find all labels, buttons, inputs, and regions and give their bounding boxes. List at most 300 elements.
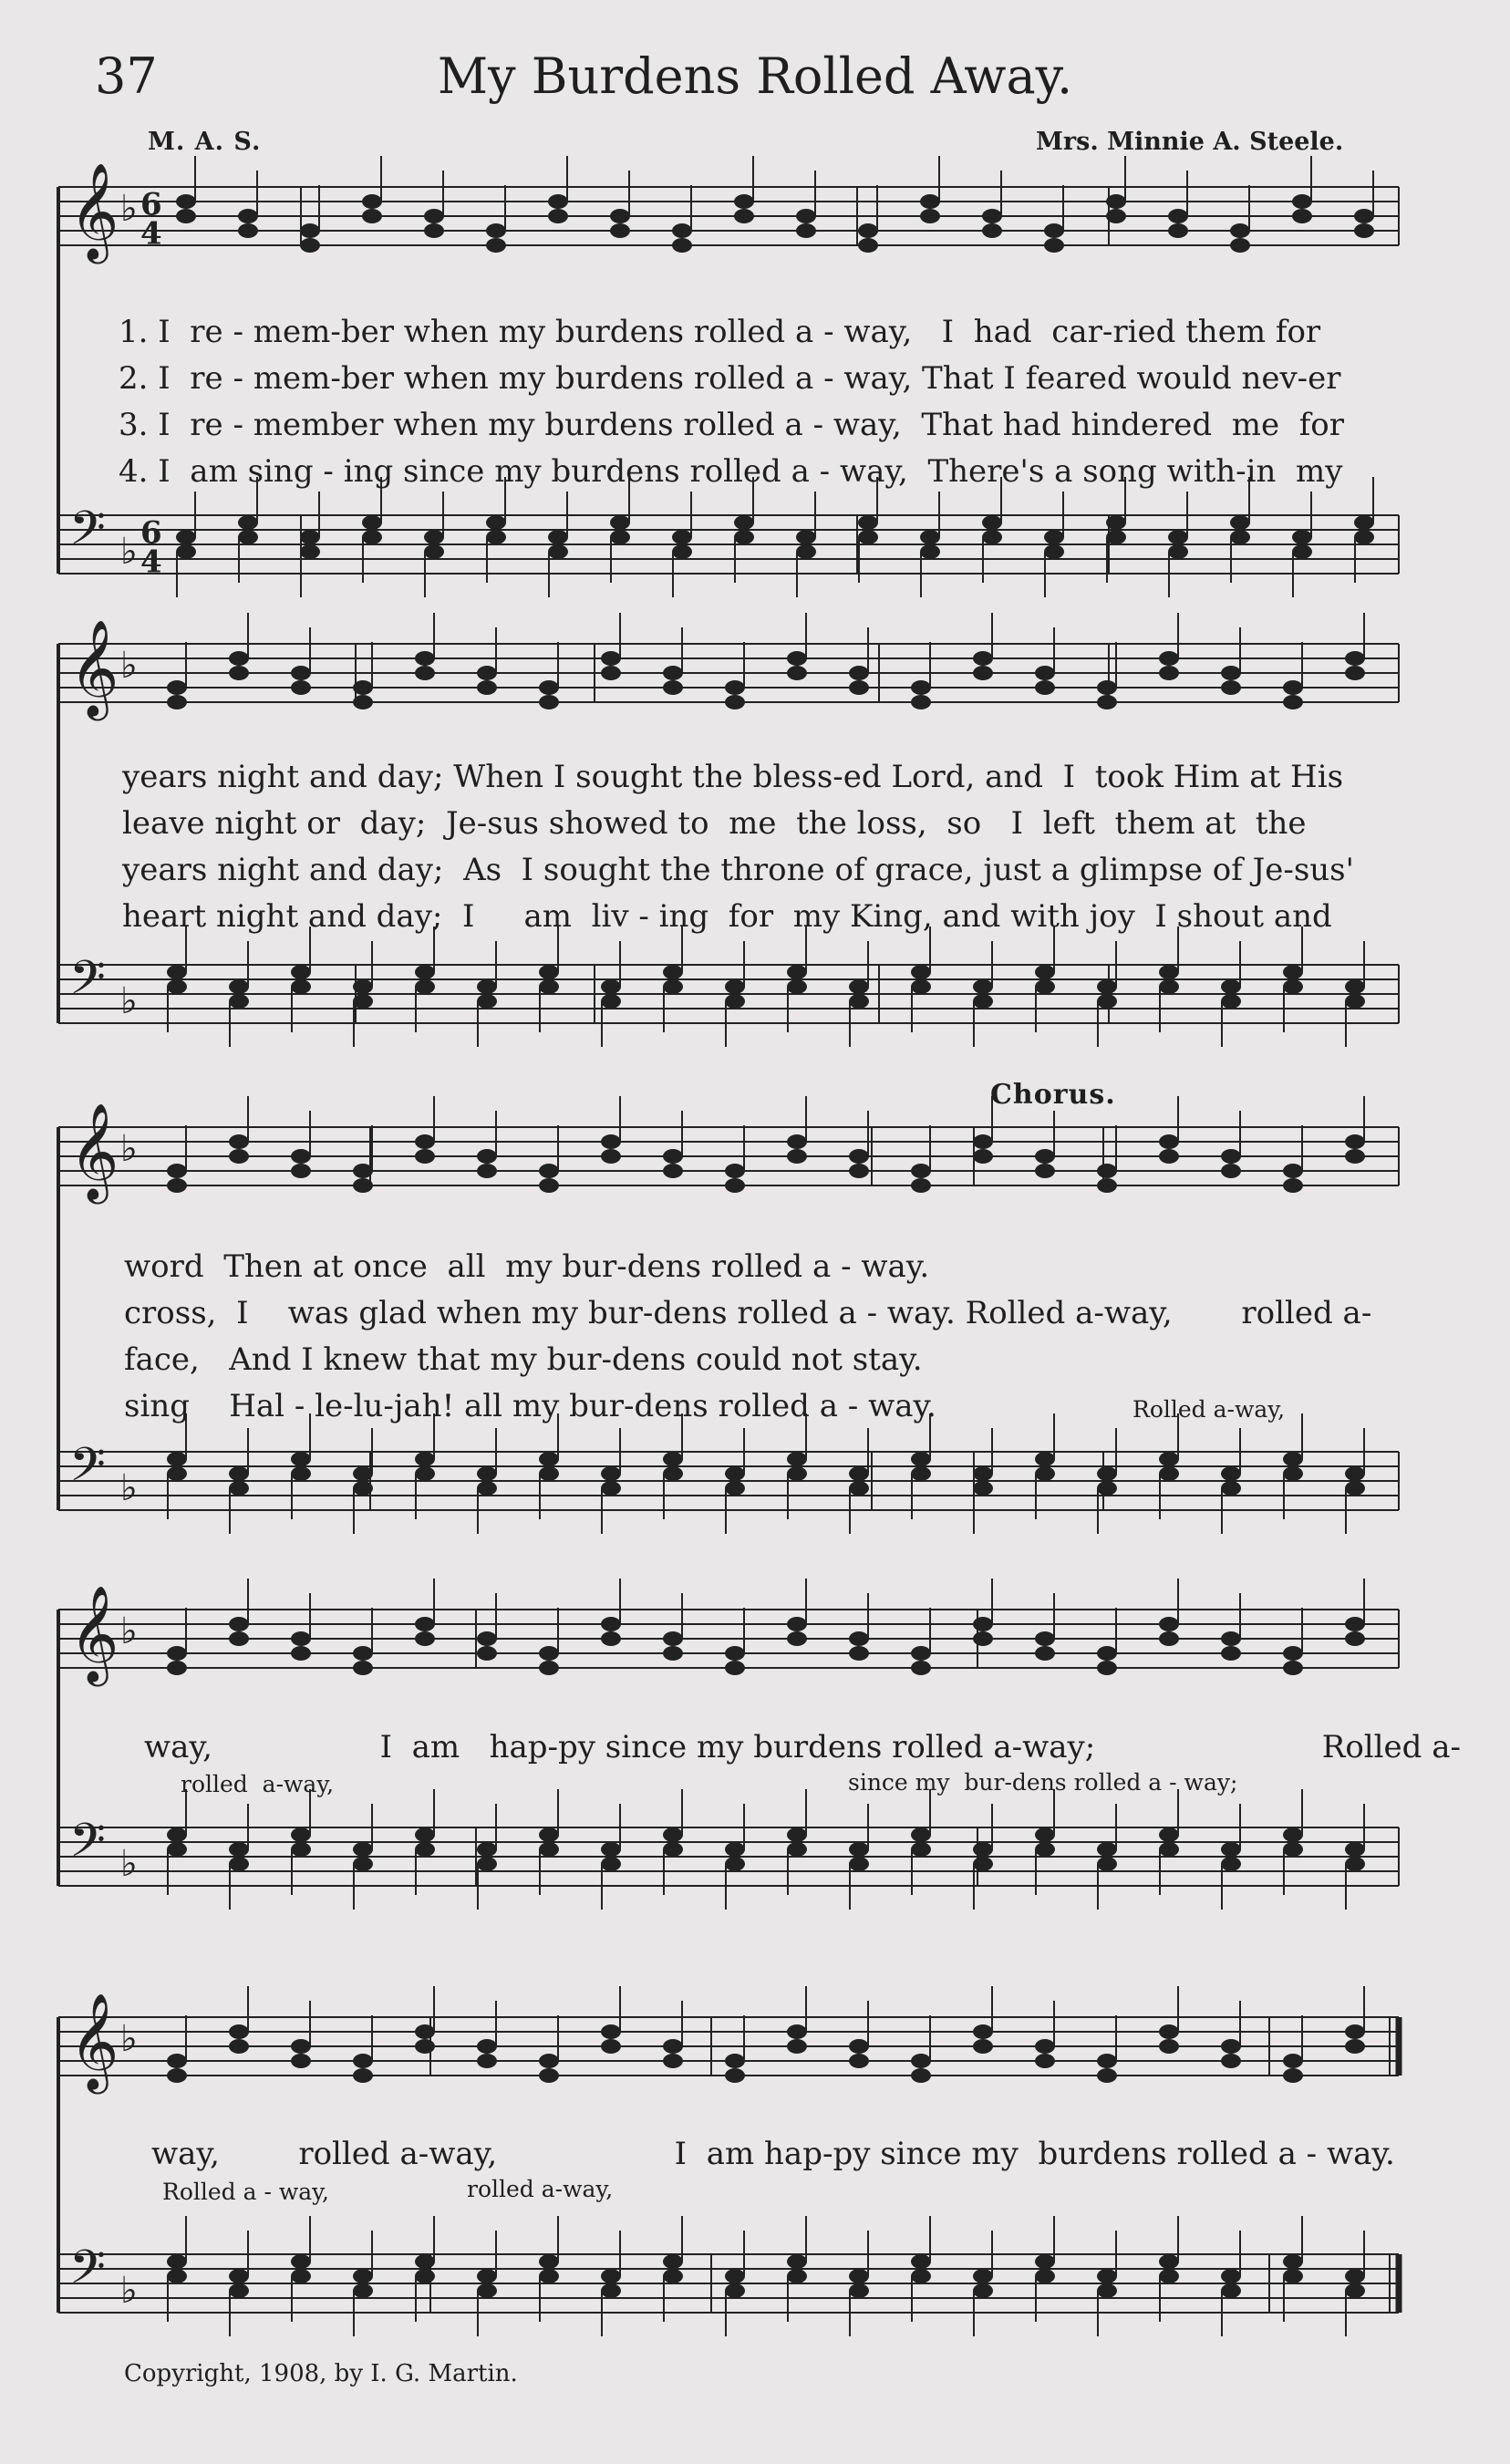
hymn-number: 37: [95, 47, 158, 105]
notehead: [1283, 1646, 1303, 1661]
notehead: [415, 666, 435, 680]
notehead: [1345, 666, 1365, 680]
notehead: [477, 2283, 497, 2298]
notehead: [601, 994, 621, 1009]
notehead: [849, 1481, 869, 1496]
notehead: [787, 2039, 807, 2054]
notehead: [973, 994, 993, 1009]
notehead: [911, 1178, 931, 1193]
notehead: [1283, 1466, 1303, 1481]
notehead: [229, 2024, 249, 2039]
notehead: [477, 1164, 497, 1178]
verse-4-line-3: sing Hal - le-lu-jah! all my bur-dens rolled a - way.: [124, 1388, 936, 1424]
notehead: [415, 1452, 435, 1466]
notehead: [1345, 2024, 1365, 2039]
notehead: [1035, 1149, 1055, 1164]
notehead: [353, 1481, 373, 1496]
notehead: [787, 2254, 807, 2269]
notehead: [1283, 2068, 1303, 2083]
notehead: [787, 1466, 807, 1481]
notehead: [1159, 666, 1179, 680]
notehead: [725, 1646, 745, 1661]
notehead: [1168, 544, 1188, 559]
notehead: [1159, 2269, 1179, 2283]
notehead: [725, 2068, 745, 2083]
notehead: [1035, 2254, 1055, 2269]
notehead: [911, 2054, 931, 2068]
notehead: [1097, 2283, 1117, 2298]
notehead: [229, 1149, 249, 1164]
notehead: [539, 1178, 559, 1193]
notehead: [1035, 2269, 1055, 2283]
notehead: [539, 1661, 559, 1675]
notehead: [973, 1842, 993, 1857]
time-signature-bottom: 4: [140, 544, 162, 581]
notehead: [1097, 2068, 1117, 2083]
notehead: [672, 238, 692, 253]
notehead: [796, 209, 816, 223]
notehead: [362, 194, 382, 209]
notehead: [353, 695, 373, 709]
notehead: [663, 666, 683, 680]
notehead: [1159, 1149, 1179, 1164]
notehead: [849, 1842, 869, 1857]
verse-3-line-2: years night and day; As I sought the throne of grace, just a glimpse of Je-sus': [122, 852, 1354, 888]
notehead: [477, 666, 497, 680]
notehead: [663, 1466, 683, 1481]
notehead: [1044, 223, 1064, 238]
notehead: [796, 544, 816, 559]
notehead: [973, 1617, 993, 1631]
notehead: [362, 209, 382, 223]
verse-2-line-3: cross, I was glad when my bur-dens rolled a - way. Rolled a-way, rolled a-: [124, 1295, 1372, 1331]
notehead: [1283, 2269, 1303, 2283]
notehead: [734, 515, 754, 530]
notehead: [1106, 515, 1126, 530]
notehead: [1044, 544, 1064, 559]
notehead: [1159, 651, 1179, 666]
notehead: [1159, 965, 1179, 979]
notehead: [167, 1646, 187, 1661]
bass-clef-icon: 𝄢: [69, 949, 106, 1017]
composer-name: Mrs. Minnie A. Steele.: [1036, 128, 1344, 156]
notehead: [353, 2068, 373, 2083]
notehead: [601, 666, 621, 680]
treble-clef-icon: 𝄞: [69, 161, 119, 260]
notehead: [672, 223, 692, 238]
notehead: [911, 2269, 931, 2283]
copyright-notice: Copyright, 1908, by I. G. Martin.: [124, 2360, 518, 2387]
notehead: [1097, 2269, 1117, 2283]
notehead: [1221, 1481, 1241, 1496]
notehead: [787, 965, 807, 979]
notehead: [486, 223, 506, 238]
key-flat-icon: ♭: [120, 644, 138, 687]
notehead: [229, 666, 249, 680]
notehead: [477, 2269, 497, 2283]
notehead: [1097, 1842, 1117, 1857]
notehead: [291, 1452, 311, 1466]
notehead: [663, 1452, 683, 1466]
time-signature-bottom: 4: [140, 215, 162, 253]
notehead: [1354, 209, 1374, 223]
notehead: [1035, 1827, 1055, 1842]
notehead: [1230, 515, 1250, 530]
notehead: [1035, 1466, 1055, 1481]
notehead: [229, 2283, 249, 2298]
notehead: [539, 1827, 559, 1842]
notehead: [229, 1134, 249, 1149]
bass-clef-icon: 𝄢: [69, 1436, 106, 1504]
notehead: [229, 2269, 249, 2283]
notehead: [610, 223, 630, 238]
notehead: [353, 1661, 373, 1675]
notehead: [291, 1466, 311, 1481]
notehead: [725, 979, 745, 994]
notehead: [858, 223, 878, 238]
notehead: [353, 994, 373, 1009]
notehead: [663, 1164, 683, 1178]
notehead: [601, 1481, 621, 1496]
notehead: [1283, 680, 1303, 695]
verse-4-line-1: 4. I am sing - ing since my burdens rolled a - way, There's a song with-in my: [119, 453, 1343, 490]
notehead: [1097, 1178, 1117, 1193]
notehead: [1097, 1164, 1117, 1178]
notehead: [849, 1646, 869, 1661]
key-flat-icon: ♭: [120, 2017, 138, 2060]
notehead: [176, 194, 196, 209]
notehead: [539, 695, 559, 709]
notehead: [291, 979, 311, 994]
notehead: [415, 2039, 435, 2054]
notehead: [601, 1631, 621, 1646]
notehead: [725, 2269, 745, 2283]
notehead: [725, 1661, 745, 1675]
notehead: [1345, 2283, 1365, 2298]
notehead: [415, 1631, 435, 1646]
chorus-line-1: way, I am hap-py since my burdens rolled a-way; Rolled a-: [144, 1729, 1461, 1765]
key-flat-icon: ♭: [120, 1610, 138, 1652]
notehead: [973, 2039, 993, 2054]
key-flat-icon: ♭: [120, 530, 138, 573]
notehead: [1345, 1617, 1365, 1631]
notehead: [672, 530, 692, 544]
notehead: [849, 1466, 869, 1481]
bass-lyric-rolled-away-3: Rolled a - way,: [162, 2179, 329, 2205]
notehead: [663, 1149, 683, 1164]
notehead: [911, 1164, 931, 1178]
notehead: [415, 1842, 435, 1857]
notehead: [229, 994, 249, 1009]
bass-clef-icon: 𝄢: [69, 2239, 106, 2306]
notehead: [1106, 209, 1126, 223]
notehead: [1035, 1631, 1055, 1646]
notehead: [167, 1661, 187, 1675]
notehead: [1097, 1481, 1117, 1496]
notehead: [601, 2283, 621, 2298]
notehead: [911, 1466, 931, 1481]
notehead: [1035, 666, 1055, 680]
notehead: [1097, 1661, 1117, 1675]
notehead: [229, 2039, 249, 2054]
notehead: [787, 1452, 807, 1466]
notehead: [477, 1481, 497, 1496]
notehead: [1035, 1164, 1055, 1178]
notehead: [1159, 1134, 1179, 1149]
notehead: [849, 1857, 869, 1871]
verse-1-line-1: 1. I re - mem-ber when my burdens rolled a - way, I had car-ried them for: [119, 314, 1321, 350]
notehead: [663, 2039, 683, 2054]
notehead: [849, 1631, 869, 1646]
notehead: [1221, 1164, 1241, 1178]
notehead: [486, 238, 506, 253]
notehead: [1035, 979, 1055, 994]
notehead: [601, 2269, 621, 2283]
notehead: [1221, 2039, 1241, 2054]
notehead: [663, 1631, 683, 1646]
notehead: [911, 1646, 931, 1661]
notehead: [353, 1178, 373, 1193]
notehead: [911, 979, 931, 994]
notehead: [548, 544, 568, 559]
notehead: [548, 530, 568, 544]
notehead: [1283, 965, 1303, 979]
bass-lyric-rolled-away-2: rolled a-way,: [181, 1771, 335, 1797]
notehead: [1097, 2054, 1117, 2068]
notehead: [911, 2254, 931, 2269]
notehead: [238, 515, 258, 530]
notehead: [601, 651, 621, 666]
notehead: [1168, 209, 1188, 223]
notehead: [291, 1149, 311, 1164]
notehead: [1345, 1134, 1365, 1149]
notehead: [415, 965, 435, 979]
notehead: [725, 1857, 745, 1871]
notehead: [477, 2039, 497, 2054]
notehead: [229, 1481, 249, 1496]
notehead: [291, 1842, 311, 1857]
notehead: [1159, 1466, 1179, 1481]
bass-clef-icon: 𝄢: [69, 1812, 106, 1879]
notehead: [1097, 1857, 1117, 1871]
notehead: [176, 544, 196, 559]
notehead: [601, 2039, 621, 2054]
notehead: [725, 994, 745, 1009]
notehead: [982, 209, 1002, 223]
notehead: [176, 530, 196, 544]
notehead: [1283, 1842, 1303, 1857]
notehead: [353, 979, 373, 994]
notehead: [849, 1164, 869, 1178]
notehead: [167, 2054, 187, 2068]
verse-1-line-2: years night and day; When I sought the bless-ed Lord, and I took Him at His: [122, 759, 1344, 795]
notehead: [1292, 209, 1312, 223]
notehead: [610, 209, 630, 223]
notehead: [1106, 194, 1126, 209]
notehead: [477, 680, 497, 695]
notehead: [229, 651, 249, 666]
notehead: [796, 530, 816, 544]
notehead: [1097, 979, 1117, 994]
notehead: [291, 1827, 311, 1842]
notehead: [1221, 1149, 1241, 1164]
notehead: [1097, 680, 1117, 695]
notehead: [415, 979, 435, 994]
notehead: [539, 2269, 559, 2283]
notehead: [229, 1857, 249, 1871]
notehead: [982, 530, 1002, 544]
notehead: [291, 1646, 311, 1661]
notehead: [291, 2054, 311, 2068]
notehead: [1283, 1452, 1303, 1466]
notehead: [982, 223, 1002, 238]
notehead: [167, 1452, 187, 1466]
notehead: [167, 1164, 187, 1178]
notehead: [1035, 965, 1055, 979]
notehead: [477, 1149, 497, 1164]
notehead: [663, 1842, 683, 1857]
notehead: [300, 544, 320, 559]
notehead: [601, 1466, 621, 1481]
notehead: [477, 1857, 497, 1871]
notehead: [849, 2283, 869, 2298]
notehead: [1283, 2054, 1303, 2068]
notehead: [1221, 680, 1241, 695]
notehead: [167, 695, 187, 709]
notehead: [725, 1178, 745, 1193]
notehead: [353, 2283, 373, 2298]
notehead: [601, 1149, 621, 1164]
notehead: [415, 2254, 435, 2269]
notehead: [539, 2068, 559, 2083]
verse-3-line-3: face, And I knew that my bur-dens could not stay.: [124, 1341, 923, 1378]
notehead: [725, 695, 745, 709]
notehead: [1283, 979, 1303, 994]
notehead: [176, 209, 196, 223]
notehead: [415, 2024, 435, 2039]
notehead: [1345, 2269, 1365, 2283]
notehead: [734, 530, 754, 544]
notehead: [663, 2254, 683, 2269]
notehead: [362, 530, 382, 544]
notehead: [1035, 1646, 1055, 1661]
notehead: [849, 2269, 869, 2283]
notehead: [787, 2024, 807, 2039]
notehead: [1345, 1631, 1365, 1646]
notehead: [300, 223, 320, 238]
notehead: [663, 2269, 683, 2283]
notehead: [601, 1842, 621, 1857]
notehead: [973, 1134, 993, 1149]
notehead: [1221, 666, 1241, 680]
notehead: [1345, 2039, 1365, 2054]
notehead: [858, 238, 878, 253]
notehead: [973, 1466, 993, 1481]
notehead: [911, 1842, 931, 1857]
notehead: [1354, 223, 1374, 238]
notehead: [539, 1452, 559, 1466]
lyricist-initials: M. A. S.: [148, 128, 262, 156]
notehead: [424, 544, 444, 559]
notehead: [539, 1646, 559, 1661]
notehead: [353, 1164, 373, 1178]
notehead: [167, 1827, 187, 1842]
notehead: [229, 979, 249, 994]
notehead: [849, 666, 869, 680]
notehead: [973, 1857, 993, 1871]
notehead: [229, 1466, 249, 1481]
notehead: [1044, 530, 1064, 544]
key-flat-icon: ♭: [120, 979, 138, 1022]
time-signature-top: 6: [140, 186, 162, 223]
notehead: [973, 1481, 993, 1496]
notehead: [1345, 1466, 1365, 1481]
notehead: [787, 1617, 807, 1631]
notehead: [787, 1631, 807, 1646]
notehead: [238, 209, 258, 223]
notehead: [911, 1452, 931, 1466]
notehead: [1221, 1857, 1241, 1871]
notehead: [787, 1149, 807, 1164]
notehead: [539, 1164, 559, 1178]
time-signature-top: 6: [140, 514, 162, 552]
notehead: [1168, 530, 1188, 544]
notehead: [725, 1466, 745, 1481]
notehead: [1221, 1631, 1241, 1646]
notehead: [424, 530, 444, 544]
notehead: [539, 2254, 559, 2269]
notehead: [982, 515, 1002, 530]
notehead: [291, 1164, 311, 1178]
notehead: [424, 223, 444, 238]
notehead: [415, 1134, 435, 1149]
notehead: [477, 1466, 497, 1481]
treble-clef-icon: 𝄞: [69, 1992, 119, 2090]
notehead: [353, 1842, 373, 1857]
notehead: [849, 994, 869, 1009]
notehead: [1221, 994, 1241, 1009]
notehead: [725, 1164, 745, 1178]
verse-4-line-2: heart night and day; I am liv - ing for my King, and with joy I shout and: [122, 898, 1332, 935]
notehead: [601, 979, 621, 994]
notehead: [1283, 695, 1303, 709]
notehead: [725, 2054, 745, 2068]
notehead: [1044, 238, 1064, 253]
notehead: [1159, 2024, 1179, 2039]
notehead: [291, 666, 311, 680]
notehead: [1097, 695, 1117, 709]
notehead: [353, 2269, 373, 2283]
notehead: [477, 979, 497, 994]
notehead: [291, 2039, 311, 2054]
notehead: [849, 2039, 869, 2054]
notehead: [1035, 2054, 1055, 2068]
notehead: [973, 651, 993, 666]
notehead: [1221, 1466, 1241, 1481]
treble-clef-icon: 𝄞: [69, 618, 119, 717]
notehead: [539, 1842, 559, 1857]
notehead: [725, 1842, 745, 1857]
notehead: [1159, 2254, 1179, 2269]
chorus-label: Chorus.: [990, 1079, 1116, 1111]
notehead: [362, 515, 382, 530]
notehead: [1221, 2269, 1241, 2283]
notehead: [291, 680, 311, 695]
hymn-title: My Burdens Rolled Away.: [437, 47, 1073, 105]
notehead: [1159, 1631, 1179, 1646]
notehead: [229, 1842, 249, 1857]
notehead: [539, 965, 559, 979]
